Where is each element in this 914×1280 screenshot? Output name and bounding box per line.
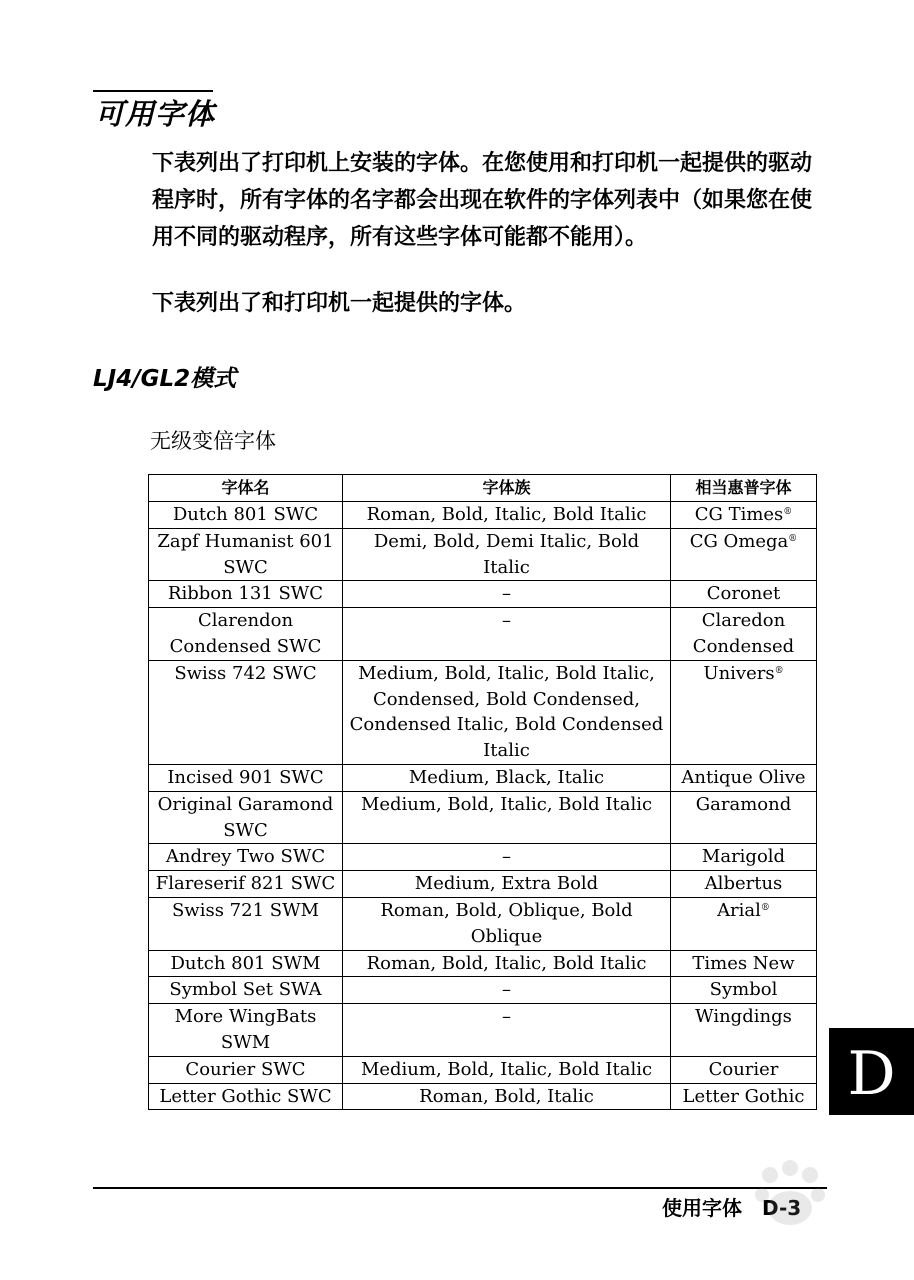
appendix-d-tab: D <box>829 1028 914 1115</box>
table-row <box>149 660 817 764</box>
font-family-cell: Medium, Bold, Italic, Bold Italic <box>343 791 671 844</box>
registered-mark: ® <box>783 507 793 517</box>
table-row <box>149 791 817 844</box>
header-font-name: 字体名 <box>149 475 343 502</box>
page-title: 可用字体 <box>95 97 216 131</box>
font-family-cell: Medium, Extra Bold <box>343 871 671 898</box>
font-name-cell: Symbol Set SWA <box>149 977 343 1004</box>
font-name-cell: Incised 901 SWC <box>149 764 343 791</box>
font-family-cell: Demi, Bold, Demi Italic, Bold Italic <box>343 528 671 581</box>
table-row <box>149 764 817 791</box>
font-name-cell: Flareserif 821 SWC <box>149 871 343 898</box>
hp-equivalent-cell: Times New <box>671 950 817 977</box>
table-row <box>149 1083 817 1110</box>
font-family-cell: – <box>343 844 671 871</box>
font-name-cell: Letter Gothic SWC <box>149 1083 343 1110</box>
hp-equivalent-cell: Wingdings <box>671 1004 817 1057</box>
table-row <box>149 844 817 871</box>
font-table-body <box>149 502 817 1110</box>
font-family-cell: Medium, Bold, Italic, Bold Italic <box>343 1056 671 1083</box>
subsection-heading: 无级变倍字体 <box>150 429 276 453</box>
table-header-row <box>149 475 817 502</box>
table-row <box>149 1004 817 1057</box>
font-family-cell: Roman, Bold, Italic, Bold Italic <box>343 502 671 529</box>
font-name-cell: Original Garamond SWC <box>149 791 343 844</box>
table-row <box>149 871 817 898</box>
font-name-cell: Andrey Two SWC <box>149 844 343 871</box>
registered-mark: ® <box>774 665 784 676</box>
font-family-cell: – <box>343 977 671 1004</box>
hp-equivalent-cell: Claredon Condensed <box>671 608 817 661</box>
registered-mark: ® <box>760 902 770 913</box>
table-row <box>149 897 817 950</box>
font-name-cell: Zapf Humanist 601 SWC <box>149 528 343 581</box>
font-name-cell: Courier SWC <box>149 1056 343 1083</box>
font-family-cell: – <box>343 581 671 608</box>
hp-equivalent-cell: Garamond <box>671 791 817 844</box>
table-row <box>149 528 817 581</box>
font-family-cell: Medium, Black, Italic <box>343 764 671 791</box>
hp-equivalent-cell: Marigold <box>671 844 817 871</box>
font-family-cell: Roman, Bold, Oblique, Bold Oblique <box>343 897 671 950</box>
font-name-cell: Swiss 721 SWM <box>149 897 343 950</box>
hp-equivalent-cell: Antique Olive <box>671 764 817 791</box>
font-name-cell: Ribbon 131 SWC <box>149 581 343 608</box>
hp-equivalent-cell: Albertus <box>671 871 817 898</box>
hp-equivalent-cell: Arial® <box>671 897 817 950</box>
hp-equivalent-cell: Letter Gothic <box>671 1083 817 1110</box>
intro-paragraph: 下表列出了打印机上安装的字体。在您使用和打印机一起提供的驱动程序时，所有字体的名字都会出现在软件的字体列表中（如果您在使用不同的驱动程序，所有这些字体可能都不能用）。 <box>152 151 813 250</box>
hp-equivalent-cell: CG Times® <box>671 502 817 529</box>
hp-equivalent-cell: Symbol <box>671 977 817 1004</box>
table-intro-paragraph: 下表列出了和打印机一起提供的字体。 <box>152 291 527 316</box>
header-font-family: 字体族 <box>343 475 671 502</box>
hp-equivalent-cell: Courier <box>671 1056 817 1083</box>
page-footer: 使用字体 D-3 <box>662 1196 802 1220</box>
font-family-cell: Medium, Bold, Italic, Bold Italic, Condensed, Bold Condensed, Condensed Italic, Bold Condensed Italic <box>343 660 671 764</box>
table-row <box>149 1056 817 1083</box>
font-family-cell: – <box>343 1004 671 1057</box>
font-family-cell: Roman, Bold, Italic, Bold Italic <box>343 950 671 977</box>
font-table <box>148 474 817 1110</box>
table-row <box>149 581 817 608</box>
table-row <box>149 950 817 977</box>
font-name-cell: Clarendon Condensed SWC <box>149 608 343 661</box>
font-name-cell: More WingBats SWM <box>149 1004 343 1057</box>
font-name-cell: Swiss 742 SWC <box>149 660 343 764</box>
font-name-cell: Dutch 801 SWM <box>149 950 343 977</box>
hp-equivalent-cell: Univers® <box>671 660 817 764</box>
font-family-cell: – <box>343 608 671 661</box>
table-row <box>149 502 817 529</box>
table-row <box>149 608 817 661</box>
font-family-cell: Roman, Bold, Italic <box>343 1083 671 1110</box>
hp-equivalent-cell: Coronet <box>671 581 817 608</box>
baidu-watermark-icon <box>650 1150 870 1250</box>
hp-equivalent-cell: CG Omega® <box>671 528 817 581</box>
header-hp-equivalent: 相当惠普字体 <box>671 475 817 502</box>
registered-mark: ® <box>788 533 798 544</box>
table-row <box>149 977 817 1004</box>
section-heading: LJ4/GL2模式 <box>93 366 237 392</box>
font-name-cell: Dutch 801 SWC <box>149 502 343 529</box>
